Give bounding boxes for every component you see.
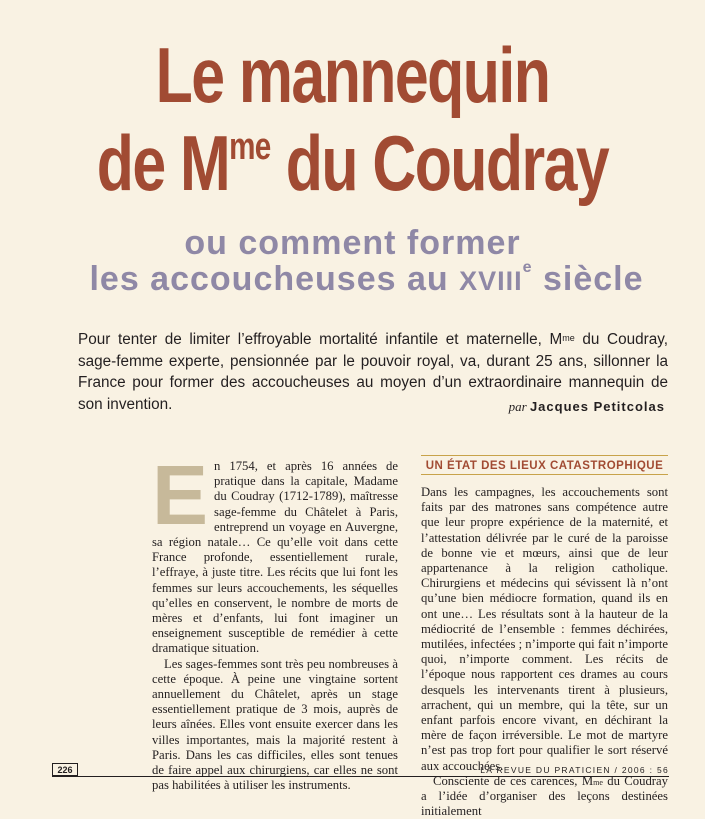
page-number: 226 [52, 763, 78, 776]
column-2-paragraph-1: Dans les campagnes, les accouchements sont faits par des matrones sans compétence autre que leur propre expérience de la maternité, et l’attestation délivrée par le curé de la paroisse de bonne vie et mœurs, ainsi que de leur appartenance à la religion catholique. Chirurgiens et médecins qui sévissent là n’ont qu’une bien médiocre formation, quand ils en ont une… Les résultats sont à la hauteur de la médiocrité de l’ensemble : femmes déchirées, mutilées, infectées ; n’importe qui fait n’importe quoi, n’importe comment. Les récits de l’époque nous rapportent ces drames au cours desquels les intervenants tirent à plusieurs, arrachent, qui un membre, qui la tête, sur un enfant parfois encore vivant, en déchirant la mère de façon irréversible. Le mot de martyre n’est pas trop fort pour qualifier le sort réservé aux accouchées. [421, 485, 668, 773]
subtitle-prefix: les accoucheuses au [89, 260, 460, 298]
column-2-paragraph-2-start: Consciente de ces carences, M [433, 773, 594, 788]
article-title-line-1: Le mannequin [155, 31, 550, 119]
journal-footer: LA REVUE DU PRATICIEN / 2006 : 56 [480, 765, 669, 775]
author-name: Jacques Petitcolas [529, 399, 665, 414]
column-1-paragraph-1: n 1754, et après 16 années de pratique dans la capitale, Madame du Coudray (1712-1789), maîtresse sage-femme du Châtelet à Paris, entreprend un voyage en Auvergne, sa région natale… Ce qu’elle voit dans cette France profonde, essentiellement rurale, l’effraye, à juste titre. Les récits que lui font les femmes sur leurs accouchements, les séquelles qu’elles en conservent, le nombre de morts de mères et d’enfants, lui font imaginer un enseignement susceptible de remédier à cette dramatique situation. [152, 459, 398, 656]
section-heading: UN ÉTAT DES LIEUX CATASTROPHIQUE [421, 455, 668, 475]
subtitle-suffix: siècle [532, 260, 644, 298]
subtitle-superscript: e [522, 259, 533, 276]
lead-text-end: du Coudray, sage-femme experte, pensionnée par le pouvoir royal, va, durant 25 ans, sillonner la France pour former des accoucheuses au moyen d’un extraordinaire mannequin de son invention. [78, 331, 668, 413]
column-2-paragraph-2-end: du Coudray a l’idée d’organiser des leçons destinées initialement [421, 773, 668, 819]
column-2-paragraph-2 [421, 774, 668, 819]
drop-cap: E [152, 448, 209, 542]
title-prefix: de M [96, 119, 230, 207]
column-1-paragraph-2: Les sages-femmes sont très peu nombreuses à cette époque. À peine une vingtaine sortent annuellement du Châtelet, après un stage essentiellement pratique de 3 mois, auprès de leurs aînées. Elles vont ensuite exercer dans les villes importantes, mais la majorité restent à Paris. Dans les cas difficiles, elles sont tenues de faire appel aux chirurgiens, car elles ne sont pas habilitées à utiliser les instruments. [152, 656, 398, 793]
title-suffix: du Coudray [270, 119, 609, 207]
footer-rule [52, 776, 669, 777]
title-superscript: me [229, 126, 271, 168]
column-2-superscript: me [593, 777, 603, 787]
article-column-1 [152, 448, 398, 793]
author-prefix: par [508, 399, 527, 414]
lead-superscript: me [562, 333, 575, 343]
subtitle-line-1: ou comment former [184, 224, 521, 262]
lead-text-start: Pour tenter de limiter l’effroyable mortalité infantile et maternelle, M [78, 331, 563, 348]
author-byline [509, 399, 665, 415]
subtitle-line-2 [14, 259, 705, 298]
subtitle-century: XVIII [459, 266, 523, 296]
article-title-line-2 [78, 119, 628, 207]
